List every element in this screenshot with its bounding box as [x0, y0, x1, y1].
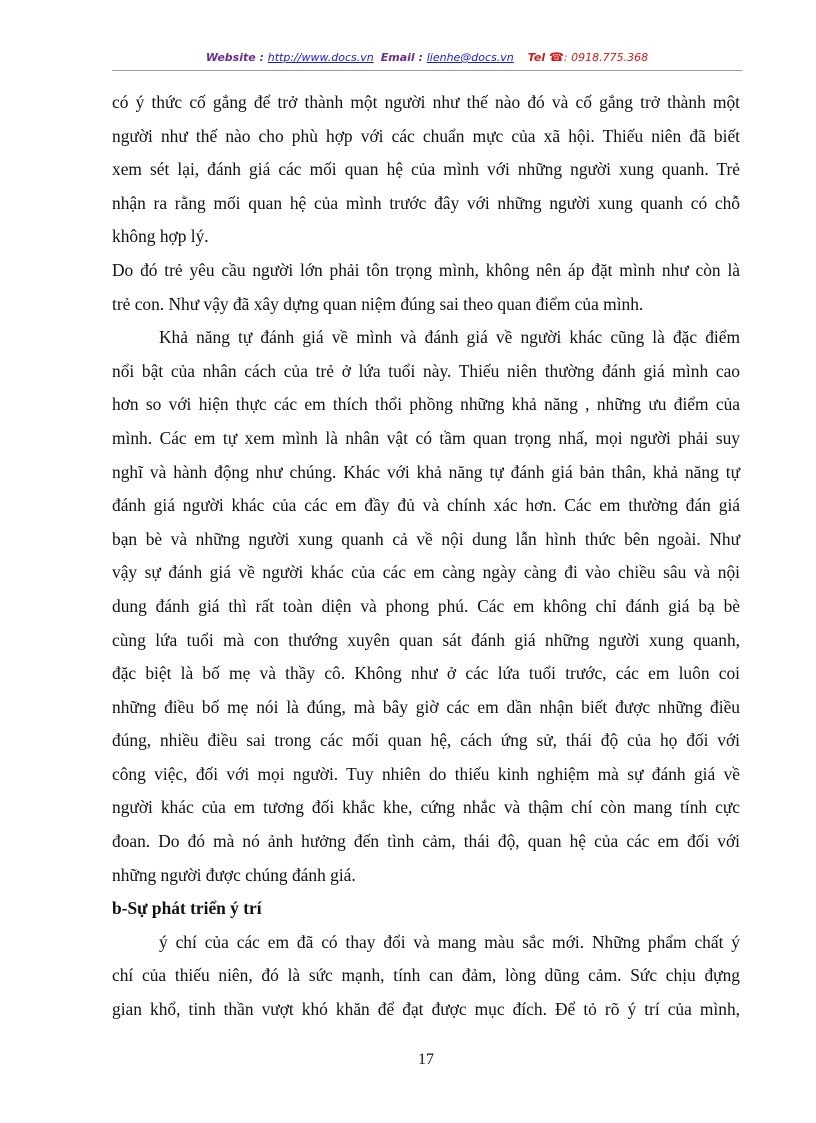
- section-heading: b-Sự phát triển ý trí: [112, 898, 262, 919]
- text-line: mình. Các em tự xem mình là nhân vật có tầm quan trọng nhấ, mọi người phải suy: [112, 427, 740, 448]
- text-line: trẻ con. Như vậy đã xây dựng quan niệm đúng sai theo quan điểm của mình.: [112, 293, 644, 314]
- text-line: Do đó trẻ yêu cầu người lớn phải tôn trọng mình, không nên áp đặt mình như còn là: [112, 259, 740, 280]
- text-line: không hợp lý.: [112, 226, 209, 247]
- email-label: Email :: [380, 51, 427, 64]
- phone-icon: ☎: [548, 50, 564, 64]
- text-line: gian khổ, tinh thần vượt khó khăn để đạt được mục đích. Để tỏ rõ ý trí của mình,: [112, 999, 740, 1020]
- text-line: những người được chúng đánh giá.: [112, 864, 356, 885]
- text-line: những điều bố mẹ nói là đúng, mà bây giờ các em dần nhận biết được những điều: [112, 696, 740, 717]
- text-line: dung đánh giá thì rất toàn diện và phong phú. Các em không chỉ đánh giá bạ bè: [112, 595, 740, 616]
- header-divider: [112, 70, 742, 71]
- text-line: vậy sự đánh giá về người khác của các em càng ngày càng đi vào chiều sâu và nội: [112, 562, 740, 583]
- paragraph-first-line: ý chí của các em đã có thay đổi và mang màu sắc mới. Những phẩm chất ý: [159, 931, 740, 952]
- text-line: người khác của em tương đối khắc khe, cứng nhắc và thậm chí còn mang tính cực: [112, 797, 740, 818]
- text-line: chí của thiếu niên, đó là sức mạnh, tính can đảm, lòng dũng cảm. Sức chịu đựng: [112, 965, 740, 986]
- text-line: nghĩ và hành động như chúng. Khác với khả năng tự đánh giá bản thân, khả năng tự: [112, 461, 740, 482]
- document-body: [112, 86, 740, 1027]
- text-line: đặc biệt là bố mẹ và thầy cô. Không như ở các lứa tuổi trước, các em luôn coi: [112, 663, 740, 684]
- page-number: 17: [418, 1051, 434, 1068]
- website-label: Website :: [205, 51, 268, 64]
- tel-label: Tel: [527, 51, 549, 64]
- website-link[interactable]: http://www.docs.vn: [267, 51, 374, 64]
- text-line: bạn bè và những người xung quanh cả về nội dung lẫn hình thức bên ngoài. Như: [112, 528, 740, 549]
- text-line: đánh giá người khác của các em đầy đủ và chính xác hơn. Các em thường đán giá: [112, 495, 740, 516]
- paragraph-first-line: Khả năng tự đánh giá về mình và đánh giá về người khác cũng là đặc điểm: [159, 327, 740, 348]
- tel-number: : 0918.775.368: [563, 51, 649, 64]
- text-line: nổi bật của nhân cách của trẻ ở lứa tuổi này. Thiếu niên thường đánh giá mình cao: [112, 360, 740, 381]
- text-line: đúng, nhiều điều sai trong các mối quan hệ, cách ứng sử, thái độ của họ đối với: [112, 730, 740, 751]
- text-line: hơn so với hiện thực các em thích thổi phồng những khả năng , những ưu điểm của: [112, 394, 740, 415]
- text-line: cùng lứa tuổi mà con thướng xuyên quan sát đánh giá những người xung quanh,: [112, 629, 740, 650]
- email-link[interactable]: lienhe@docs.vn: [426, 51, 514, 64]
- text-line: xem sét lại, đánh giá các mối quan hệ của mình với những người xung quanh. Trẻ: [112, 159, 740, 180]
- text-line: đoan. Do đó mà nó ảnh hưởng đến tình cảm, thái độ, quan hệ của các em đối với: [112, 831, 740, 852]
- text-line: có ý thức cố gắng để trở thành một người như thế nào đó và cố gắng trở thành một: [112, 92, 740, 112]
- page-header: [112, 50, 742, 64]
- text-line: người như thế nào cho phù hợp với các chuẩn mực của xã hội. Thiếu niên đã biết: [112, 125, 740, 146]
- text-line: công việc, đối với mọi người. Tuy nhiên do thiếu kinh nghiệm mà sự đánh giá về: [112, 763, 740, 784]
- text-line: nhận ra rằng mối quan hệ của mình trước đây với những người xung quanh có chỗ: [112, 192, 740, 213]
